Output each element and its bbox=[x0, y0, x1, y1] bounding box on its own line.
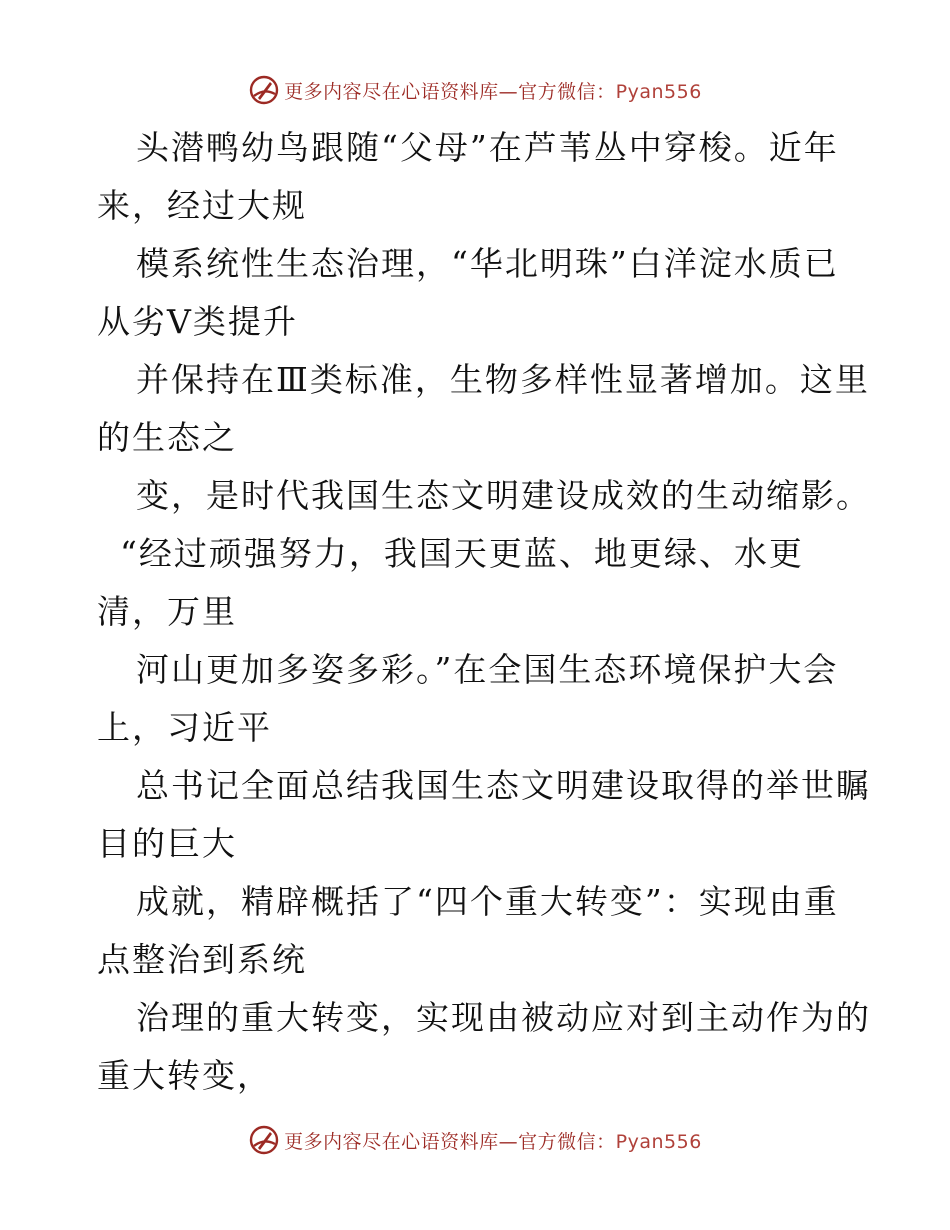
body-line: 的生态之 bbox=[97, 418, 237, 457]
header-banner-text: 更多内容尽在心语资料库—官方微信：Pyan556 bbox=[284, 80, 702, 103]
header-wechat-id: Pyan556 bbox=[615, 80, 702, 103]
body-line: 治理的重大转变，实现由被动应对到主动作为的 bbox=[136, 998, 871, 1037]
footer-wechat-id: Pyan556 bbox=[615, 1130, 702, 1153]
body-line: 模系统性生态治理，“华北明珠”白洋淀水质已 bbox=[136, 244, 839, 283]
body-line: 清，万里 bbox=[97, 592, 237, 631]
body-line: 重大转变， bbox=[97, 1056, 272, 1095]
body-line: 总书记全面总结我国生态文明建设取得的举世瞩 bbox=[136, 766, 871, 805]
body-line: 变，是时代我国生态文明建设成效的生动缩影。 bbox=[136, 476, 871, 515]
body-line: 从劣Ⅴ类提升 bbox=[97, 302, 298, 341]
header-banner bbox=[0, 70, 950, 110]
body-line: 上，习近平 bbox=[97, 708, 272, 747]
footer-banner-text: 更多内容尽在心语资料库—官方微信：Pyan556 bbox=[284, 1130, 702, 1153]
body-line: 成就，精辟概括了“四个重大转变”：实现由重 bbox=[136, 882, 839, 921]
book-quill-logo-icon bbox=[248, 1124, 280, 1156]
body-line: “经过顽强努力，我国天更蓝、地更绿、水更 bbox=[120, 534, 804, 573]
body-line: 目的巨大 bbox=[97, 824, 237, 863]
body-line: 并保持在Ⅲ类标准，生物多样性显著增加。这里 bbox=[136, 360, 870, 399]
body-line: 来，经过大规 bbox=[97, 186, 307, 225]
body-line: 头潜鸭幼鸟跟随“父母”在芦苇丛中穿梭。近年 bbox=[136, 128, 839, 167]
body-line: 河山更加多姿多彩。”在全国生态环境保护大会 bbox=[136, 650, 839, 689]
body-line: 点整治到系统 bbox=[97, 940, 307, 979]
book-quill-logo-icon bbox=[248, 74, 280, 106]
footer-banner bbox=[0, 1120, 950, 1160]
